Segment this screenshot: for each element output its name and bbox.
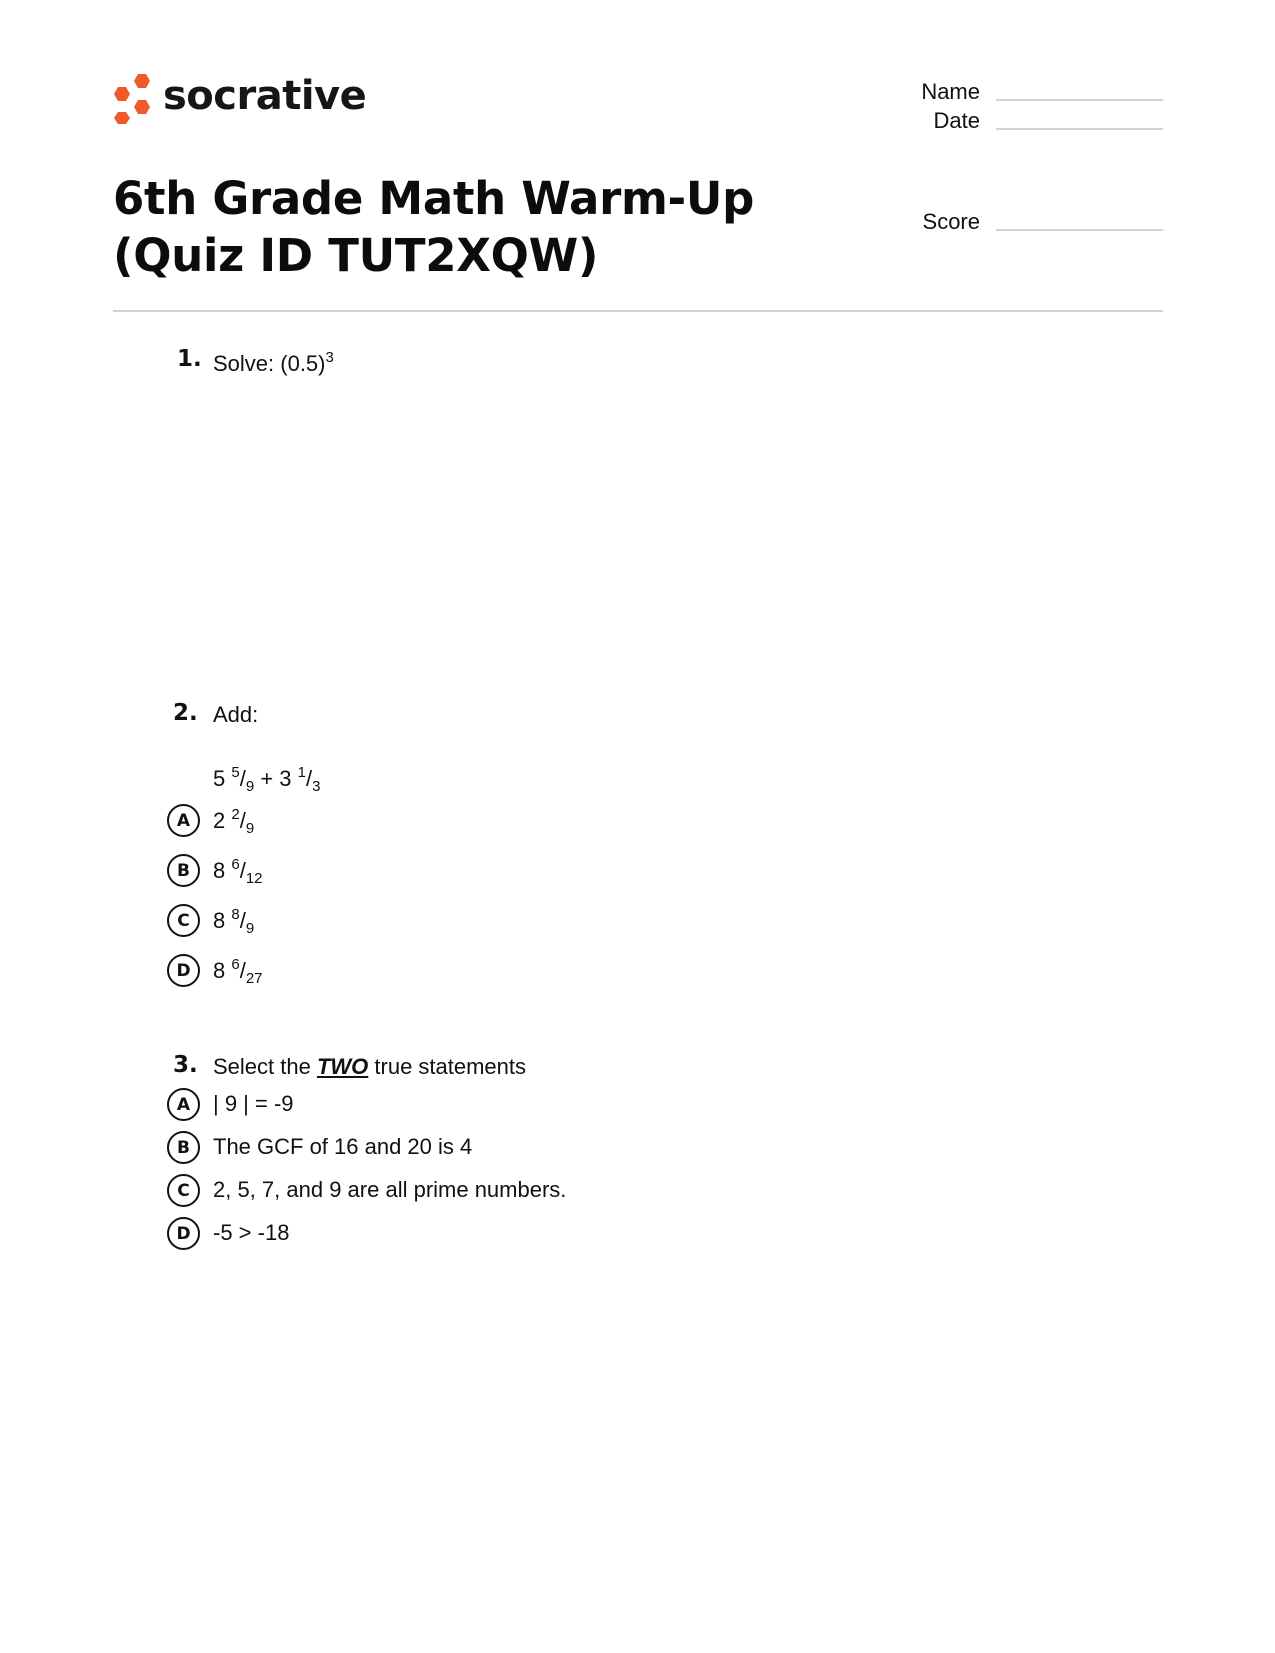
choice-bubble-c[interactable]: C (167, 1174, 200, 1207)
choice-bubble-a[interactable]: A (167, 1088, 200, 1121)
emphasis-text: TWO (316, 1054, 369, 1079)
choice-text: 2 $^2/_9$ (213, 806, 255, 837)
choice-text: 2, 5, 7, and 9 are all prime numbers. (213, 1177, 567, 1202)
choice-text: -5 > -18 (213, 1220, 290, 1245)
choice-bubble-d[interactable]: D (167, 954, 200, 987)
page-title: 6th Grade Math Warm-Up (Quiz ID TUT2XQW) (113, 172, 755, 282)
score-label: Score (922, 209, 980, 234)
question-number: 1. (177, 346, 202, 372)
prompt-text: Solve: (0.5) (213, 351, 326, 376)
choice-bubble-c[interactable]: C (167, 904, 200, 937)
choice-text: | 9 | = -9 (213, 1091, 294, 1116)
hexagon-logo-icon (112, 72, 152, 124)
brand-name: socrative (163, 73, 367, 119)
name-label: Name (921, 79, 980, 104)
choice-text: The GCF of 16 and 20 is 4 (213, 1134, 473, 1159)
choice-bubble-b[interactable]: B (167, 854, 200, 887)
score-field[interactable] (996, 229, 1163, 231)
question-prompt: Select the TWO true statements (213, 1054, 527, 1079)
exponent: 3 (325, 349, 334, 366)
name-field[interactable] (996, 99, 1163, 101)
choice-text: 8 $^6/_{12}$ (213, 856, 263, 887)
question-number: 2. (173, 700, 198, 726)
choice-text: 8 $^8/_9$ (213, 906, 255, 937)
question-prompt: Add: (213, 702, 259, 727)
math-expression: 5 $^5/_9 + 3$ $^1/_3$ (213, 764, 321, 795)
date-field[interactable] (996, 128, 1163, 130)
choice-bubble-b[interactable]: B (167, 1131, 200, 1164)
socrative-logo (112, 72, 367, 124)
choice-bubble-a[interactable]: A (167, 804, 200, 837)
question-prompt (213, 351, 334, 377)
date-label: Date (933, 108, 980, 133)
choice-bubble-d[interactable]: D (167, 1217, 200, 1250)
question-number: 3. (173, 1052, 198, 1078)
header-divider (113, 310, 1163, 312)
choice-text: 8 $^6/_{27}$ (213, 956, 263, 987)
